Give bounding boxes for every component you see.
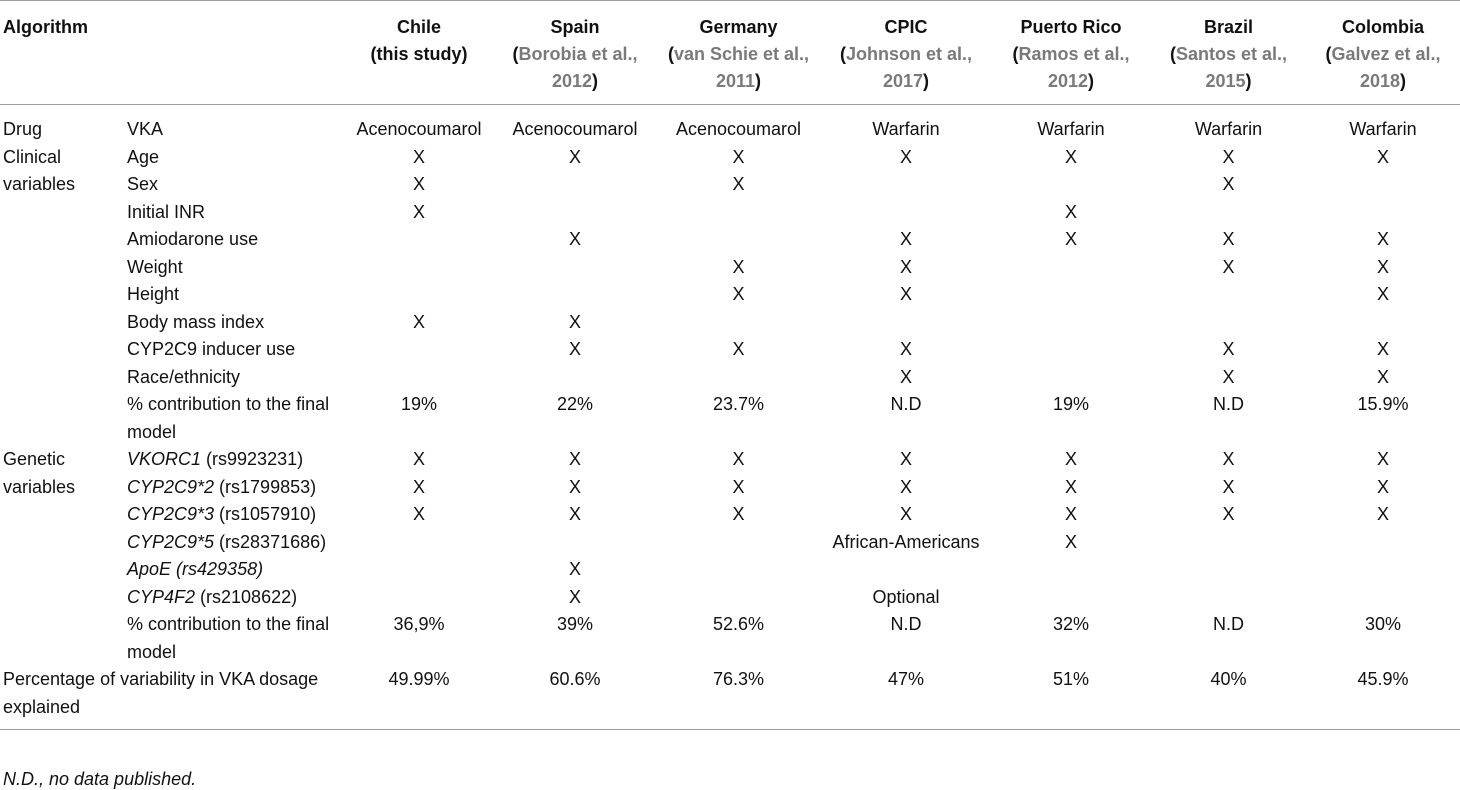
row-variable-label xyxy=(122,446,344,474)
table-cell xyxy=(344,281,494,309)
table-cell: X xyxy=(1222,146,1235,167)
table-cell: 32% xyxy=(1052,614,1090,634)
header-col-spain: Spain (Borobia et al., 2012) xyxy=(512,17,638,91)
table-cell xyxy=(494,199,656,227)
variant-id: (rs1057910) xyxy=(214,504,317,524)
table-cell: 45.9% xyxy=(1357,669,1409,689)
header-col-chile: Chile (this study) xyxy=(370,17,468,64)
table-cell: X xyxy=(1376,256,1389,277)
table-body xyxy=(0,105,1460,730)
table-cell: Warfarin xyxy=(1037,119,1105,139)
table-cell: X xyxy=(1376,476,1389,497)
table-cell: 40% xyxy=(1210,669,1247,689)
row-group-label: Clinical variables xyxy=(3,146,76,194)
table-cell: X xyxy=(732,256,745,277)
table-row xyxy=(0,105,1460,144)
row-variable-label xyxy=(122,501,344,529)
table-cell: X xyxy=(1064,146,1077,167)
table-cell: 52.6% xyxy=(712,614,765,634)
row-variable-label xyxy=(122,529,344,557)
table-cell: X xyxy=(1222,339,1235,359)
table-cell: Acenocoumarol xyxy=(675,119,802,139)
row-variable-label: % contribution to the final model xyxy=(127,614,330,662)
table-cell: X xyxy=(412,449,425,469)
gene-name: CYP2C9*5 xyxy=(127,531,215,552)
table-cell: X xyxy=(1376,146,1389,167)
table-cell xyxy=(991,364,1151,392)
header-row xyxy=(0,1,1460,105)
citation-link[interactable]: Santos et al., 2015 xyxy=(1175,44,1288,91)
table-cell xyxy=(991,556,1151,584)
table-cell xyxy=(821,309,991,337)
table-row xyxy=(0,529,1460,557)
table-cell: N.D xyxy=(1213,394,1244,414)
table-cell: X xyxy=(412,504,425,524)
table-row xyxy=(0,474,1460,502)
table-cell: X xyxy=(899,256,912,277)
table-cell: Acenocoumarol xyxy=(356,119,482,139)
table-cell xyxy=(344,584,494,612)
table-cell: X xyxy=(1064,504,1077,524)
table-cell: X xyxy=(899,449,912,469)
table-cell xyxy=(656,556,821,584)
table-cell: X xyxy=(568,339,581,359)
table-cell: X xyxy=(732,449,745,469)
table-cell: 30% xyxy=(1364,614,1402,634)
table-cell: X xyxy=(732,284,745,304)
table-cell xyxy=(1306,584,1460,612)
row-variable-label: VKA xyxy=(127,119,164,139)
table-footnote: N.D., no data published. xyxy=(3,769,197,789)
gene-name: VKORC1 xyxy=(127,449,202,469)
header-col-brazil: Brazil (Santos et al., 2015) xyxy=(1169,17,1288,91)
header-col-cpic: CPIC (Johnson et al., 2017) xyxy=(839,17,973,91)
row-variable-label: Initial INR xyxy=(127,201,206,222)
table-cell: 47% xyxy=(887,669,925,689)
table-cell xyxy=(656,226,821,254)
table-cell xyxy=(991,281,1151,309)
table-cell xyxy=(991,336,1151,364)
table-row xyxy=(0,199,1460,227)
table-row xyxy=(0,226,1460,254)
table-cell xyxy=(494,529,656,557)
table-cell xyxy=(344,364,494,392)
table-cell xyxy=(1306,556,1460,584)
table-cell xyxy=(1151,529,1306,557)
table-cell xyxy=(1151,556,1306,584)
table-row xyxy=(0,171,1460,199)
row-label: Percentage of variability in VKA dosage explained xyxy=(3,669,319,717)
table-cell: X xyxy=(568,504,581,524)
row-variable-label: Body mass index xyxy=(127,311,265,332)
table-cell xyxy=(344,226,494,254)
gene-name: CYP2C9*2 xyxy=(127,476,215,497)
table-cell: X xyxy=(412,476,425,497)
table-row xyxy=(0,364,1460,392)
header-algorithm: Algorithm xyxy=(3,17,88,37)
table-row xyxy=(0,254,1460,282)
citation-link[interactable]: Ramos et al., 2012 xyxy=(1018,44,1130,91)
table-cell: X xyxy=(1222,366,1235,387)
table-row xyxy=(0,611,1460,666)
variant-id: (rs9923231) xyxy=(201,449,304,469)
row-variable-label: CYP2C9 inducer use xyxy=(127,339,296,359)
table-cell xyxy=(821,199,991,227)
table-cell: 60.6% xyxy=(549,669,601,689)
header-col-colombia: Colombia (Galvez et al., 2018) xyxy=(1325,17,1441,91)
table-cell: X xyxy=(1222,449,1235,469)
gene-name: CYP4F2 xyxy=(127,586,196,607)
table-cell: X xyxy=(1376,504,1389,524)
table-cell: X xyxy=(412,174,425,194)
table-cell: Optional xyxy=(872,586,940,607)
table-cell: X xyxy=(1222,174,1235,194)
table-cell xyxy=(1306,199,1460,227)
table-cell: X xyxy=(732,339,745,359)
row-variable-label: Age xyxy=(127,146,160,167)
table-cell: X xyxy=(1376,449,1389,469)
table-cell: X xyxy=(899,229,912,249)
citation-link[interactable]: Borobia et al., 2012 xyxy=(518,44,638,91)
table-cell: X xyxy=(899,146,912,167)
table-cell: X xyxy=(568,449,581,469)
table-cell xyxy=(991,584,1151,612)
table-cell: X xyxy=(412,201,425,222)
row-variable-label: Sex xyxy=(127,174,159,194)
row-variable-label xyxy=(122,556,344,584)
table-cell: Acenocoumarol xyxy=(512,119,638,139)
table-row xyxy=(0,584,1460,612)
table-cell: X xyxy=(732,174,745,194)
table-cell xyxy=(344,529,494,557)
table-cell: X xyxy=(1222,256,1235,277)
row-group-label: Drug xyxy=(3,119,43,139)
table-cell xyxy=(344,556,494,584)
row-group-label: Genetic variables xyxy=(3,449,76,497)
table-cell xyxy=(1151,281,1306,309)
table-cell: 19% xyxy=(400,394,438,414)
table-cell: 49.99% xyxy=(388,669,450,689)
table-cell: X xyxy=(1064,531,1077,552)
table-cell: X xyxy=(732,146,745,167)
table-row xyxy=(0,309,1460,337)
table-cell: X xyxy=(732,476,745,497)
table-cell: N.D xyxy=(890,394,922,414)
table-cell: X xyxy=(568,229,581,249)
citation-link[interactable]: van Schie et al., 2011 xyxy=(673,44,810,91)
table-cell: 39% xyxy=(556,614,594,634)
table-cell: X xyxy=(899,284,912,304)
table-cell: X xyxy=(1222,229,1235,249)
table-cell: X xyxy=(412,146,425,167)
table-cell: X xyxy=(1376,284,1389,304)
table-cell: X xyxy=(899,504,912,524)
table-cell xyxy=(991,309,1151,337)
table-cell xyxy=(494,364,656,392)
table-cell xyxy=(494,254,656,282)
table-row xyxy=(0,556,1460,584)
table-cell: 76.3% xyxy=(712,669,765,689)
header-col-germany: Germany (van Schie et al., 2011) xyxy=(667,17,810,91)
table-cell: 15.9% xyxy=(1357,394,1409,414)
table-cell: Warfarin xyxy=(872,119,940,139)
table-cell: X xyxy=(412,311,425,332)
table-cell: X xyxy=(899,476,912,497)
table-cell xyxy=(821,171,991,199)
variant-id: (rs28371686) xyxy=(214,531,327,552)
table-cell xyxy=(344,254,494,282)
row-variable-label xyxy=(122,584,344,612)
table-cell: X xyxy=(1376,229,1389,249)
table-cell: X xyxy=(1222,476,1235,497)
citation-link[interactable]: Galvez et al., 2018 xyxy=(1331,44,1441,91)
table-cell xyxy=(494,171,656,199)
row-variable-label: Race/ethnicity xyxy=(127,366,241,387)
table-cell xyxy=(1151,199,1306,227)
table-row xyxy=(0,501,1460,529)
variant-id: (rs1799853) xyxy=(214,476,317,497)
table-cell: X xyxy=(1064,449,1077,469)
table-row xyxy=(0,281,1460,309)
table-cell xyxy=(656,309,821,337)
table-cell: 19% xyxy=(1052,394,1090,414)
table-cell: African-Americans xyxy=(832,531,980,552)
gene-name: CYP2C9*3 xyxy=(127,504,215,524)
table-row xyxy=(0,144,1460,172)
table-cell: Warfarin xyxy=(1349,119,1417,139)
table-cell: 22% xyxy=(556,394,594,414)
gene-name: ApoE (rs429358) xyxy=(127,559,264,579)
table-cell xyxy=(991,171,1151,199)
table-cell: X xyxy=(568,146,581,167)
row-variable-label: Height xyxy=(127,284,180,304)
table-row xyxy=(0,336,1460,364)
table-cell: 51% xyxy=(1052,669,1090,689)
citation-link[interactable]: Johnson et al., 2017 xyxy=(845,44,973,91)
table-cell xyxy=(656,584,821,612)
table-cell: 23.7% xyxy=(712,394,765,414)
table-cell: X xyxy=(568,311,581,332)
table-cell xyxy=(1151,309,1306,337)
header-col-puerto-rico: Puerto Rico (Ramos et al., 2012) xyxy=(1012,17,1130,91)
table-cell xyxy=(1306,309,1460,337)
table-cell xyxy=(1306,171,1460,199)
table-cell: X xyxy=(568,476,581,497)
table-row xyxy=(0,666,1460,730)
row-variable-label xyxy=(122,474,344,502)
table-cell xyxy=(656,364,821,392)
row-variable-label: Amiodarone use xyxy=(127,229,259,249)
table-cell xyxy=(1306,529,1460,557)
table-cell: X xyxy=(568,586,581,607)
table-cell xyxy=(821,556,991,584)
table-cell: X xyxy=(1376,366,1389,387)
table-cell xyxy=(991,254,1151,282)
table-cell xyxy=(494,281,656,309)
table-cell xyxy=(656,529,821,557)
table-cell: X xyxy=(568,559,581,579)
table-cell xyxy=(656,199,821,227)
row-variable-label: Weight xyxy=(127,256,183,277)
table-cell: X xyxy=(1064,476,1077,497)
table-cell: N.D xyxy=(1213,614,1244,634)
row-variable-label: % contribution to the final model xyxy=(127,394,330,442)
table-cell: X xyxy=(1064,229,1077,249)
table-row xyxy=(0,391,1460,446)
table-cell: X xyxy=(1222,504,1235,524)
table-cell xyxy=(1151,584,1306,612)
table-cell: X xyxy=(1376,339,1389,359)
table-cell: 36,9% xyxy=(393,614,445,634)
table-cell: X xyxy=(899,339,912,359)
table-cell: X xyxy=(899,366,912,387)
table-cell: X xyxy=(1064,201,1077,222)
table-cell: N.D xyxy=(890,614,922,634)
table-cell: X xyxy=(732,504,745,524)
table-row xyxy=(0,446,1460,474)
variant-id: (rs2108622) xyxy=(195,586,298,607)
table-cell xyxy=(344,336,494,364)
table-cell: Warfarin xyxy=(1194,119,1263,139)
